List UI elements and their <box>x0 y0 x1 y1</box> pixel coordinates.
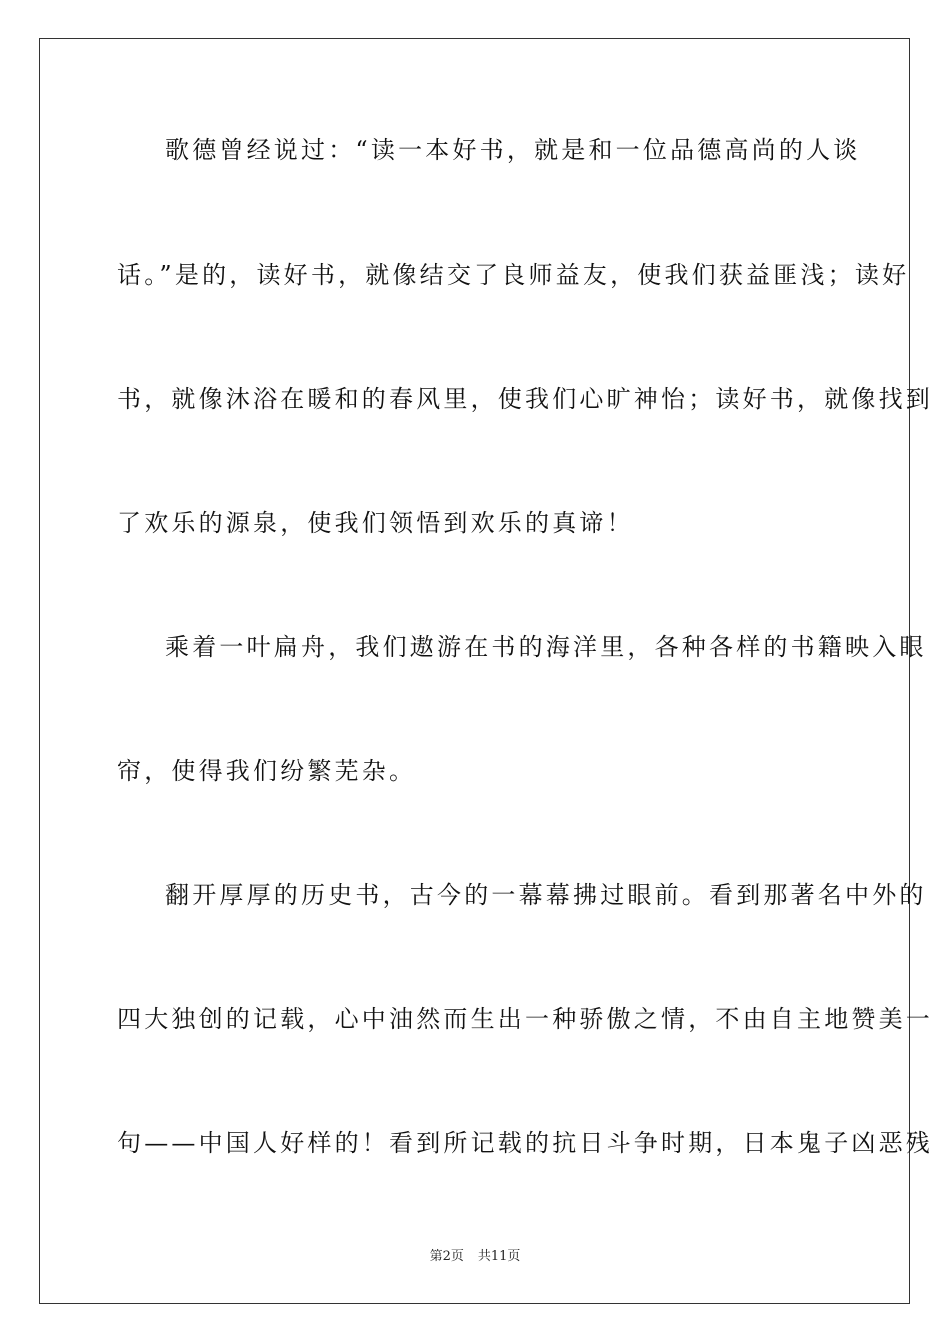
page-border <box>39 38 933 1304</box>
page-number: 第2页 <box>429 1249 464 1264</box>
text-line: 书，就像沐浴在暖和的春风里，使我们心旷神怡；读好书，就像找到 <box>117 385 933 413</box>
text-line: 翻开厚厚的历史书，古今的一幕幕拂过眼前。看到那著名中外的 <box>165 881 927 909</box>
page-footer <box>0 1248 950 1266</box>
text-line: 话。”是的，读好书，就像结交了良师益友，使我们获益匪浅；读好 <box>117 261 910 289</box>
text-line: 句——中国人好样的！看到所记载的抗日斗争时期，日本鬼子凶恶残 <box>117 1129 933 1157</box>
text-line: 帘，使得我们纷繁芜杂。 <box>117 757 417 785</box>
total-pages: 共11页 <box>477 1249 521 1264</box>
text-line: 了欢乐的源泉，使我们领悟到欢乐的真谛！ <box>117 509 634 537</box>
text-line: 四大独创的记载，心中油然而生出一种骄傲之情，不由自主地赞美一 <box>117 1005 933 1033</box>
text-line: 乘着一叶扁舟，我们遨游在书的海洋里，各种各样的书籍映入眼 <box>165 633 927 661</box>
text-line: 歌德曾经说过：“读一本好书，就是和一位品德高尚的人谈 <box>165 136 861 164</box>
